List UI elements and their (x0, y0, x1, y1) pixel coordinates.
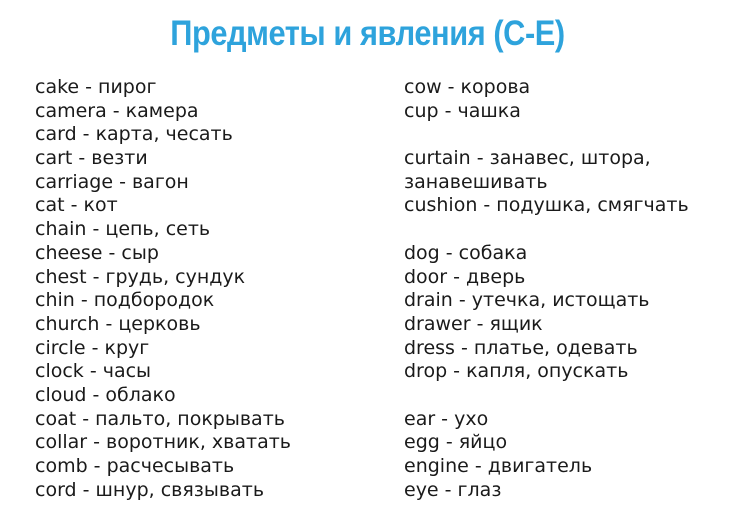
vocabulary-entry: clock - часы (35, 360, 152, 383)
vocabulary-entry: drain - утечка, истощать (404, 289, 650, 312)
vocabulary-spacer (404, 123, 689, 147)
vocabulary-entry: carriage - вагон (35, 170, 189, 193)
vocabulary-entry: coat - пальто, покрывать (35, 407, 285, 430)
vocabulary-entry: chest - грудь, сундук (35, 265, 246, 288)
vocabulary-entry: door - дверь (404, 265, 526, 288)
vocabulary-entry: drawer - ящик (404, 312, 543, 335)
vocabulary-entry: cord - шнур, связывать (35, 478, 265, 501)
vocabulary-entry: circle - круг (35, 336, 150, 359)
vocabulary-entry: cup - чашка (404, 99, 521, 122)
vocabulary-spacer (404, 218, 689, 242)
vocabulary-entry: dog - собака (404, 241, 528, 264)
vocabulary-spacer (404, 384, 689, 408)
vocabulary-list-right (404, 76, 689, 502)
vocabulary-entry: ear - ухо (404, 407, 489, 430)
vocabulary-entry-continuation: занавешивать (404, 170, 548, 193)
page-title: Предметы и явления (C-E) (170, 14, 565, 53)
vocabulary-entry: cow - корова (404, 76, 531, 98)
vocabulary-entry: chin - подбородок (35, 289, 215, 312)
vocabulary-entry: card - карта, чесать (35, 123, 233, 146)
vocabulary-entry: comb - расчесывать (35, 455, 235, 477)
vocabulary-entry: cake - пирог (35, 76, 157, 98)
vocabulary-entry: curtain - занавес, штора, (404, 147, 651, 170)
vocabulary-entry: chain - цепь, сеть (35, 218, 211, 241)
vocabulary-entry: cat - кот (35, 194, 118, 217)
vocabulary-list-left (35, 76, 291, 502)
vocabulary-entry: cart - везти (35, 147, 148, 170)
vocabulary-entry: camera - камера (35, 99, 199, 122)
vocabulary-entry: engine - двигатель (404, 455, 593, 477)
vocabulary-entry: cloud - облако (35, 383, 176, 406)
vocabulary-entry: egg - яйцо (404, 431, 508, 454)
vocabulary-entry: cheese - сыр (35, 241, 159, 264)
vocabulary-entry: dress - платье, одевать (404, 336, 638, 359)
vocabulary-entry: drop - капля, опускать (404, 360, 629, 383)
vocabulary-entry: cushion - подушка, смягчать (404, 194, 689, 217)
vocabulary-entry: eye - глаз (404, 478, 502, 501)
vocabulary-entry: church - церковь (35, 312, 201, 335)
vocabulary-entry: collar - воротник, хватать (35, 431, 291, 454)
